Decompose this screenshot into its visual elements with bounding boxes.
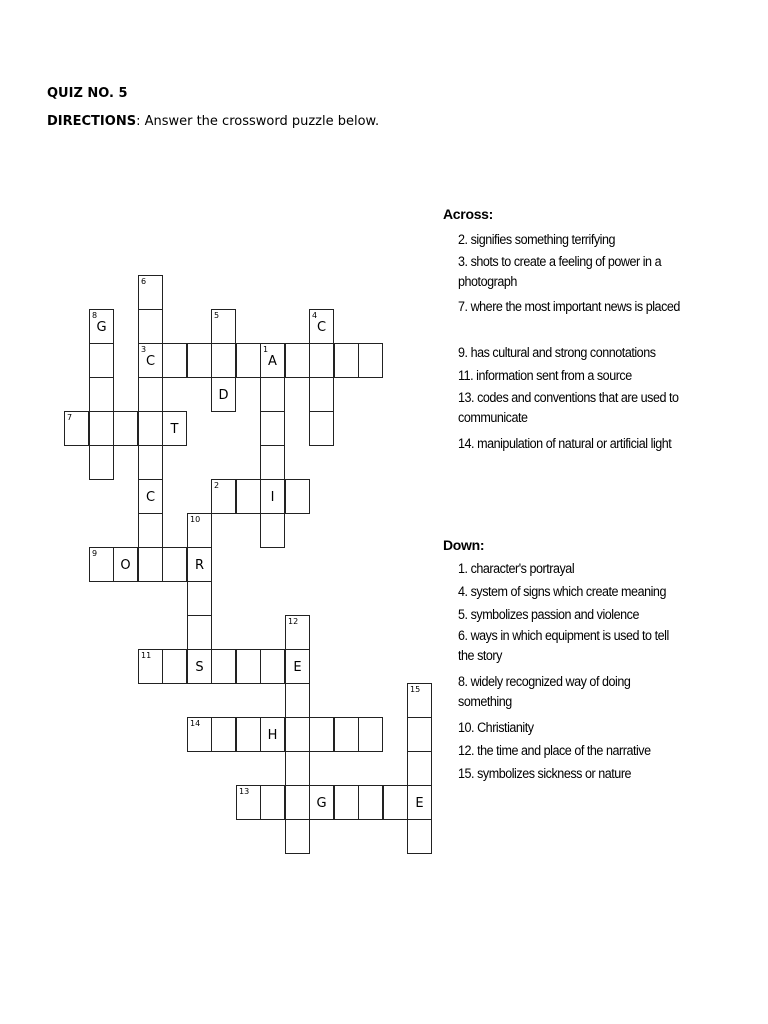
clue-number: 11 xyxy=(141,651,152,660)
grid-cell[interactable] xyxy=(309,717,334,752)
grid-cell[interactable] xyxy=(113,547,138,582)
grid-cell[interactable] xyxy=(162,343,187,378)
grid-cell[interactable] xyxy=(260,717,285,752)
grid-cell[interactable] xyxy=(138,309,163,344)
grid-cell[interactable] xyxy=(334,717,359,752)
grid-cell[interactable] xyxy=(285,479,310,514)
grid-cell[interactable] xyxy=(285,819,310,854)
directions-line xyxy=(47,114,379,129)
down-clue: 4. system of signs which create meaning xyxy=(458,584,666,599)
grid-cell[interactable] xyxy=(211,717,236,752)
grid-cell[interactable] xyxy=(138,275,163,310)
down-clue: 1. character's portrayal xyxy=(458,561,575,576)
cell-letter: C xyxy=(145,490,156,505)
grid-cell[interactable] xyxy=(285,615,310,650)
down-clues xyxy=(443,537,703,787)
across-clue: 7. where the most important news is placed xyxy=(458,299,680,314)
grid-cell[interactable] xyxy=(138,513,163,548)
grid-cell[interactable] xyxy=(309,785,334,820)
clue-number: 10 xyxy=(190,515,201,524)
grid-cell[interactable] xyxy=(138,377,163,412)
cell-letter: H xyxy=(267,728,278,743)
grid-cell[interactable] xyxy=(260,445,285,480)
grid-cell[interactable] xyxy=(187,581,212,616)
grid-cell[interactable] xyxy=(383,785,408,820)
clue-number: 7 xyxy=(67,413,73,422)
grid-cell[interactable] xyxy=(407,819,432,854)
clue-number: 15 xyxy=(410,685,421,694)
grid-cell[interactable] xyxy=(285,785,310,820)
grid-cell[interactable] xyxy=(162,547,187,582)
cell-letter: C xyxy=(145,354,156,369)
clue-number: 3 xyxy=(141,345,147,354)
clue-number: 8 xyxy=(92,311,98,320)
clue-number: 13 xyxy=(239,787,250,796)
grid-cell[interactable] xyxy=(285,343,310,378)
quiz-title: QUIZ NO. 5 xyxy=(47,86,128,101)
grid-cell[interactable] xyxy=(236,479,261,514)
grid-cell[interactable] xyxy=(236,785,261,820)
cell-letter: E xyxy=(293,660,302,675)
grid-cell[interactable] xyxy=(89,547,114,582)
grid-cell[interactable] xyxy=(334,343,359,378)
grid-cell[interactable] xyxy=(358,717,383,752)
grid-cell[interactable] xyxy=(187,717,212,752)
grid-cell[interactable] xyxy=(260,343,285,378)
across-clue: 11. information sent from a source xyxy=(458,368,632,383)
down-heading: Down: xyxy=(443,537,485,553)
grid-cell[interactable] xyxy=(113,411,138,446)
grid-cell[interactable] xyxy=(162,411,187,446)
clue-number: 4 xyxy=(312,311,318,320)
cell-letter: O xyxy=(120,558,131,573)
grid-cell[interactable] xyxy=(89,343,114,378)
down-clue: 8. widely recognized way of doing something xyxy=(458,674,631,709)
grid-cell[interactable] xyxy=(260,377,285,412)
grid-cell[interactable] xyxy=(260,649,285,684)
grid-cell[interactable] xyxy=(211,479,236,514)
grid-cell[interactable] xyxy=(64,411,89,446)
cell-letter: T xyxy=(170,422,179,437)
cell-letter: I xyxy=(270,490,275,505)
grid-cell[interactable] xyxy=(285,683,310,718)
down-clue: 6. ways in which equipment is used to tell the story xyxy=(458,628,669,663)
cell-letter: G xyxy=(316,796,327,811)
clue-number: 14 xyxy=(190,719,201,728)
cell-letter: E xyxy=(415,796,424,811)
grid-cell[interactable] xyxy=(285,717,310,752)
grid-cell[interactable] xyxy=(89,309,114,344)
grid-cell[interactable] xyxy=(407,717,432,752)
grid-cell[interactable] xyxy=(187,547,212,582)
directions-text: : Answer the crossword puzzle below. xyxy=(136,114,380,129)
grid-cell[interactable] xyxy=(211,309,236,344)
cell-letter: S xyxy=(195,660,204,675)
grid-cell[interactable] xyxy=(334,785,359,820)
cell-letter: A xyxy=(268,354,277,369)
grid-cell[interactable] xyxy=(187,615,212,650)
grid-cell[interactable] xyxy=(358,343,383,378)
grid-cell[interactable] xyxy=(260,411,285,446)
grid-cell[interactable] xyxy=(260,479,285,514)
grid-cell[interactable] xyxy=(236,343,261,378)
grid-cell[interactable] xyxy=(89,411,114,446)
grid-cell[interactable] xyxy=(89,445,114,480)
grid-cell[interactable] xyxy=(89,377,114,412)
grid-cell[interactable] xyxy=(138,343,163,378)
grid-cell[interactable] xyxy=(309,309,334,344)
across-heading: Across: xyxy=(443,206,494,222)
grid-cell[interactable] xyxy=(187,343,212,378)
down-clue: 10. Christianity xyxy=(458,720,534,735)
down-clue: 12. the time and place of the narrative xyxy=(458,743,651,758)
grid-cell[interactable] xyxy=(407,785,432,820)
grid-cell[interactable] xyxy=(407,683,432,718)
grid-cell[interactable] xyxy=(309,377,334,412)
grid-cell[interactable] xyxy=(285,751,310,786)
across-clue: 14. manipulation of natural or artificial light xyxy=(458,436,672,451)
grid-cell[interactable] xyxy=(236,649,261,684)
grid-cell[interactable] xyxy=(138,547,163,582)
grid-cell[interactable] xyxy=(187,649,212,684)
cell-letter: C xyxy=(316,320,327,335)
grid-cell[interactable] xyxy=(211,649,236,684)
across-clue: 2. signifies something terrifying xyxy=(458,232,616,247)
grid-cell[interactable] xyxy=(138,411,163,446)
clue-number: 9 xyxy=(92,549,98,558)
grid-cell[interactable] xyxy=(138,479,163,514)
grid-cell[interactable] xyxy=(162,649,187,684)
clue-number: 2 xyxy=(214,481,220,490)
grid-cell[interactable] xyxy=(285,649,310,684)
cell-letter: G xyxy=(96,320,107,335)
grid-cell[interactable] xyxy=(309,343,334,378)
cell-letter: R xyxy=(194,558,205,573)
grid-cell[interactable] xyxy=(407,751,432,786)
cell-letter: D xyxy=(218,388,229,403)
grid-cell[interactable] xyxy=(138,649,163,684)
clue-number: 6 xyxy=(141,277,147,286)
directions-label: DIRECTIONS xyxy=(47,114,137,129)
down-clue: 5. symbolizes passion and violence xyxy=(458,607,640,622)
across-clue: 3. shots to create a feeling of power in a photograph xyxy=(458,254,662,289)
grid-cell[interactable] xyxy=(260,513,285,548)
grid-cell[interactable] xyxy=(211,377,236,412)
grid-cell[interactable] xyxy=(309,411,334,446)
across-clues xyxy=(443,206,703,466)
clue-number: 1 xyxy=(263,345,269,354)
grid-cell[interactable] xyxy=(211,343,236,378)
grid-cell[interactable] xyxy=(236,717,261,752)
down-clue: 15. symbolizes sickness or nature xyxy=(458,766,632,781)
across-clue: 9. has cultural and strong connotations xyxy=(458,345,656,360)
grid-cell[interactable] xyxy=(358,785,383,820)
across-clue: 13. codes and conventions that are used to communicate xyxy=(458,390,679,425)
grid-cell[interactable] xyxy=(187,513,212,548)
clue-number: 5 xyxy=(214,311,220,320)
clue-number: 12 xyxy=(288,617,299,626)
grid-cell[interactable] xyxy=(138,445,163,480)
grid-cell[interactable] xyxy=(260,785,285,820)
